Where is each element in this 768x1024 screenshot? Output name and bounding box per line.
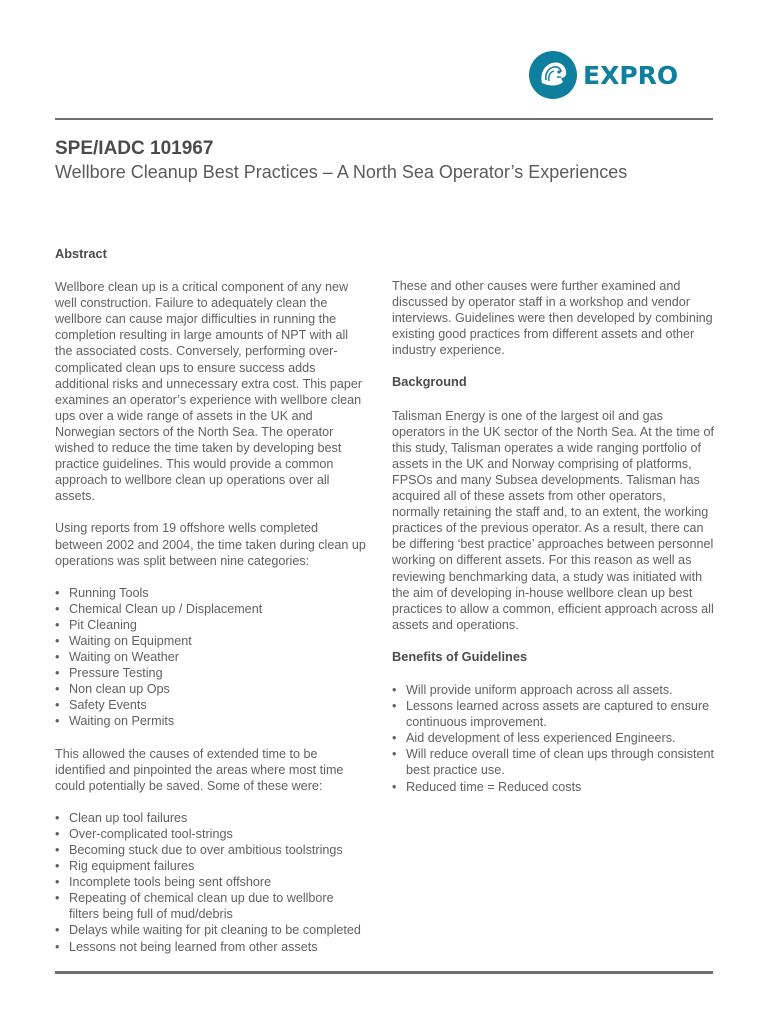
list-item: • Pressure Testing [55,665,367,681]
logo-text: EXPRO [583,60,679,90]
list-item: • Chemical Clean up / Displacement [55,601,367,617]
list-item: • Repeating of chemical clean up due to wellbore filters being full of mud/debris [55,890,367,922]
benefits-list [392,682,714,795]
list-item: • Delays while waiting for pit cleaning to be completed [55,922,367,938]
abstract-paragraph-3: This allowed the causes of extended time to be identified and pinpointed the areas where most time could potentially be saved. Some of these were: [55,746,344,793]
abstract-paragraph-4: These and other causes were further examined and discussed by operator staff in a workshop and vendor interviews. Guidelines were then developed by combining existing good practices from different assets and other industry experience. [392,279,713,358]
list-item: • Lessons learned across assets are captured to ensure continuous improvement. [392,698,714,730]
paper-title: Wellbore Cleanup Best Practices – A North Sea Operator’s Experiences [55,162,628,182]
list-item: • Aid development of less experienced Engineers. [392,730,714,746]
abstract-paragraph-2: Using reports from 19 offshore wells completed between 2002 and 2004, the time taken during clean up operations was split between nine categories: [55,521,366,568]
list-item: • Safety Events [55,697,367,713]
cause-list [55,810,367,955]
expro-logo [528,50,678,100]
left-column [55,246,367,955]
right-column [392,278,714,795]
top-divider [55,118,713,120]
benefits-heading: Benefits of Guidelines [392,648,528,664]
list-item: • Waiting on Equipment [55,633,367,649]
category-list [55,585,367,730]
list-item: • Will reduce overall time of clean ups through consistent best practice use. [392,746,714,778]
list-item: • Running Tools [55,585,367,601]
background-heading: Background [392,374,467,390]
list-item: • Lessons not being learned from other assets [55,939,367,955]
abstract-paragraph-1: Wellbore clean up is a critical component of any new well construction. Failure to adequately clean the wellbore can cause major difficulties in running the completion resulting in large amounts of NPT with all the associated costs. Conversely, performing over-complicated clean ups to ensure success adds additional risks and unnecessary extra cost. This paper examines an operator’s experience with wellbore clean ups over a wide range of assets in the UK and Norwegian sectors of the North Sea. The operator wished to reduce the time taken by developing best practice guidelines. This would provide a common approach to wellbore clean up operations over all assets. [55,280,363,504]
list-item: • Will provide uniform approach across all assets. [392,682,714,698]
list-item: • Rig equipment failures [55,858,367,874]
background-paragraph: Talisman Energy is one of the largest oil and gas operators in the UK sector of the North Sea. At the time of this study, Talisman operates a wide ranging portfolio of assets in the UK and Norway comprising of platforms, FPSOs and many Subsea developments. Talisman has acquired all of these assets from other operators, normally retaining the staff and, to an extent, the working practices of the previous operator. As a result, there can be differing ‘best practice’ approaches between personnel working on different assets. For this reason as well as reviewing benchmarking data, a study was initiated with the aim of developing in-house wellbore clean up best practices to allow a common, efficient approach across all assets and operations. [392,408,715,632]
list-item: • Non clean up Ops [55,681,367,697]
list-item: • Pit Cleaning [55,617,367,633]
bottom-divider [55,971,713,974]
abstract-heading: Abstract [55,246,107,261]
list-item: • Incomplete tools being sent offshore [55,874,367,890]
list-item: • Over-complicated tool-strings [55,826,367,842]
list-item: • Reduced time = Reduced costs [392,779,714,795]
paper-id: SPE/IADC 101967 [55,138,214,159]
list-item: • Waiting on Weather [55,649,367,665]
lion-head-icon [528,50,578,100]
list-item: • Becoming stuck due to over ambitious toolstrings [55,842,367,858]
list-item: • Waiting on Permits [55,713,367,729]
list-item: • Clean up tool failures [55,810,367,826]
